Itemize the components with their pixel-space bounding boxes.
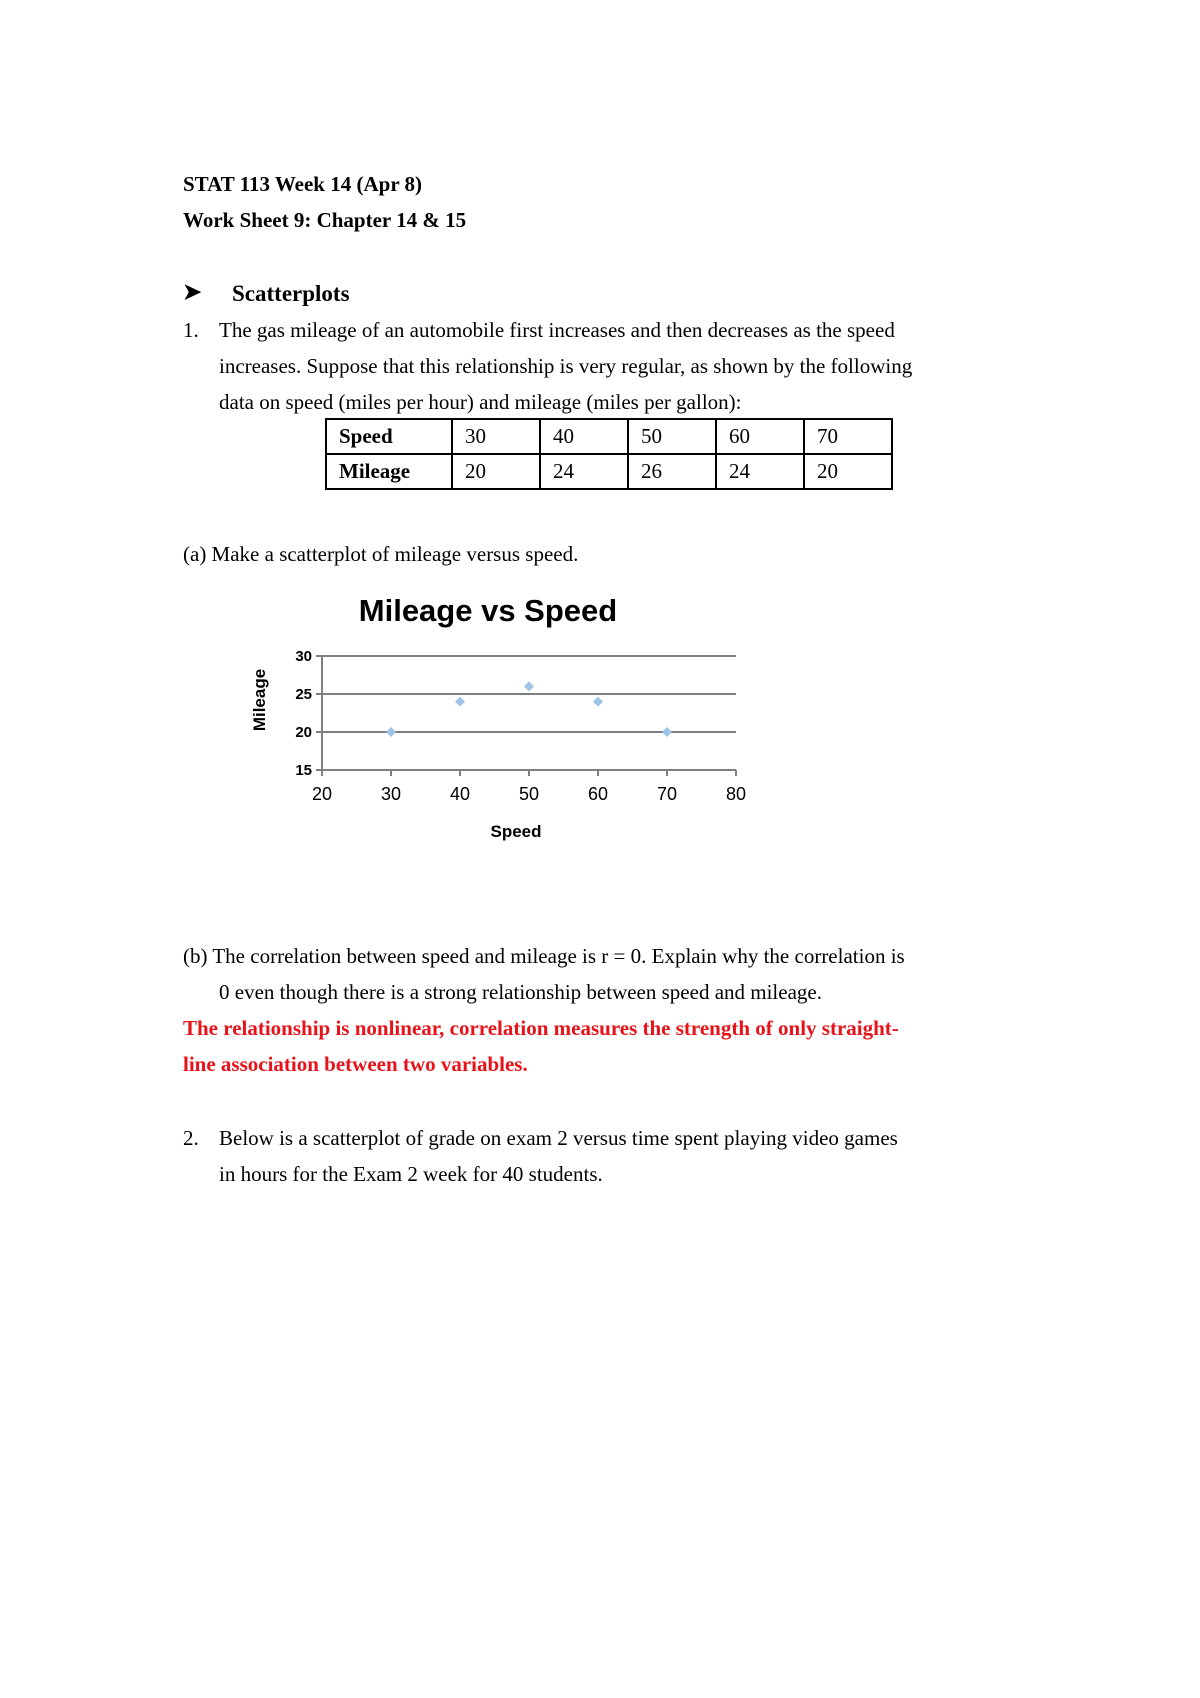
x-tick-label: 20 xyxy=(311,784,333,804)
data-point xyxy=(386,727,396,737)
question-2-number: 2. xyxy=(183,1126,199,1150)
section-heading: Scatterplots xyxy=(232,281,350,306)
data-point xyxy=(455,697,465,707)
table-cell: 70 xyxy=(804,419,892,454)
y-tick-label: 25 xyxy=(295,686,312,703)
x-axis-label: Speed xyxy=(490,822,542,841)
x-tick-label: 70 xyxy=(656,784,678,804)
part-b-text-line: 0 even though there is a strong relationship between speed and mileage. xyxy=(219,980,822,1004)
data-points xyxy=(386,681,672,737)
table-row xyxy=(326,419,892,454)
table-row-header: Speed xyxy=(326,419,452,454)
table-cell: 24 xyxy=(716,454,804,489)
axes xyxy=(316,656,736,776)
table-cell: 26 xyxy=(628,454,716,489)
question-1-number: 1. xyxy=(183,318,199,342)
part-a-text: (a) Make a scatterplot of mileage versus speed. xyxy=(183,542,579,566)
data-point xyxy=(662,727,672,737)
question-2-text-line: Below is a scatterplot of grade on exam 2 versus time spent playing video games xyxy=(219,1126,898,1150)
x-tick-label: 50 xyxy=(518,784,540,804)
mileage-speed-chart xyxy=(230,582,770,857)
speed-mileage-table xyxy=(325,418,893,490)
y-tick-label: 20 xyxy=(295,724,312,741)
x-tick-label: 60 xyxy=(587,784,609,804)
question-1-text-line: data on speed (miles per hour) and mileage (miles per gallon): xyxy=(219,390,742,414)
question-1-text-line: increases. Suppose that this relationship is very regular, as shown by the following xyxy=(219,354,913,378)
x-tick-label: 30 xyxy=(380,784,402,804)
table-cell: 30 xyxy=(452,419,540,454)
table-cell: 24 xyxy=(540,454,628,489)
table-row xyxy=(326,454,892,489)
part-b-text-line: (b) The correlation between speed and mileage is r = 0. Explain why the correlation is xyxy=(183,944,905,968)
x-tick-label: 40 xyxy=(449,784,471,804)
arrow-bullet-icon: ➤ xyxy=(183,279,202,304)
worksheet-title: Work Sheet 9: Chapter 14 & 15 xyxy=(183,208,467,232)
table-cell: 40 xyxy=(540,419,628,454)
chart-title: Mileage vs Speed xyxy=(358,593,618,628)
gridlines xyxy=(322,656,736,732)
answer-text-line: line association between two variables. xyxy=(183,1052,528,1076)
y-tick-label: 30 xyxy=(295,648,312,665)
table-cell: 20 xyxy=(452,454,540,489)
table-cell: 60 xyxy=(716,419,804,454)
table-cell: 50 xyxy=(628,419,716,454)
answer-text-line: The relationship is nonlinear, correlation measures the strength of only straight- xyxy=(183,1016,899,1040)
tick-labels xyxy=(295,648,746,804)
data-point xyxy=(524,681,534,691)
y-axis-label: Mileage xyxy=(250,668,269,732)
question-1-text-line: The gas mileage of an automobile first increases and then decreases as the speed xyxy=(219,318,895,342)
question-2-text-line: in hours for the Exam 2 week for 40 students. xyxy=(219,1162,603,1186)
course-title: STAT 113 Week 14 (Apr 8) xyxy=(183,172,423,196)
table-row-header: Mileage xyxy=(326,454,452,489)
scatter-plot-svg xyxy=(230,582,770,852)
y-tick-label: 15 xyxy=(295,762,312,779)
x-tick-label: 80 xyxy=(725,784,747,804)
data-point xyxy=(593,697,603,707)
table-cell: 20 xyxy=(804,454,892,489)
